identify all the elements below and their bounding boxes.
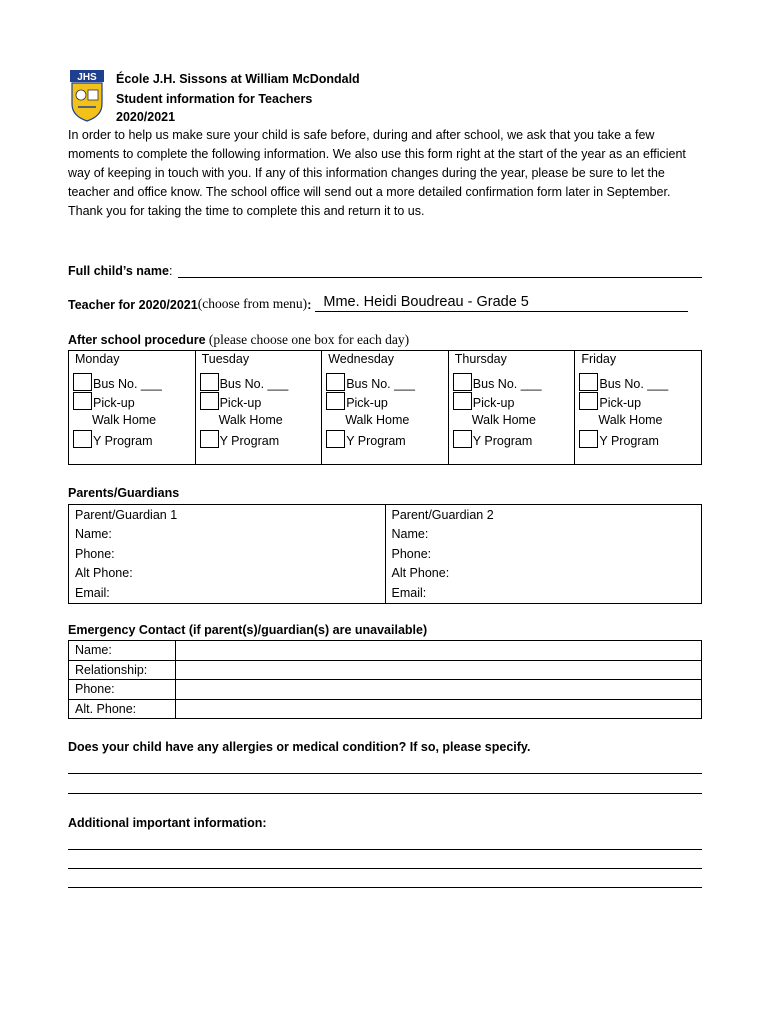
parent2-header: Parent/Guardian 2 <box>385 505 702 525</box>
emergency-alt-phone-label: Alt. Phone: <box>69 699 176 719</box>
parent2-alt-phone-field[interactable]: Alt Phone: <box>385 564 702 584</box>
checkbox[interactable] <box>326 430 345 448</box>
additional-line-1[interactable] <box>68 849 702 850</box>
logo-text: JHS <box>77 72 97 83</box>
option-y-program: Y Program <box>326 430 406 449</box>
parent1-phone-field[interactable]: Phone: <box>69 544 386 564</box>
checkbox[interactable] <box>200 430 219 448</box>
option-pickup: Pick-up <box>200 392 262 411</box>
checkbox[interactable] <box>326 373 345 391</box>
option-pickup: Pick-up <box>453 392 515 411</box>
option-walk-home: Walk Home <box>345 413 410 427</box>
checkbox[interactable] <box>200 373 219 391</box>
option-bus: Bus No. ___ <box>579 373 668 392</box>
parent2-phone-field[interactable]: Phone: <box>385 544 702 564</box>
teacher-label: Teacher for 2020/2021 <box>68 298 198 312</box>
parent1-name-field[interactable]: Name: <box>69 525 386 545</box>
medical-label: Does your child have any allergies or medical condition? If so, please specify. <box>68 740 531 754</box>
checkbox[interactable] <box>326 392 345 410</box>
school-name: École J.H. Sissons at William McDondald <box>116 72 360 86</box>
after-school-table <box>68 350 702 465</box>
option-bus: Bus No. ___ <box>453 373 542 392</box>
checkbox[interactable] <box>453 392 472 410</box>
day-column-tuesday <box>196 351 323 464</box>
option-pickup: Pick-up <box>326 392 388 411</box>
parent1-email-field[interactable]: Email: <box>69 583 386 603</box>
option-walk-home: Walk Home <box>598 413 663 427</box>
checkbox[interactable] <box>200 392 219 410</box>
emergency-label: Emergency Contact (if parent(s)/guardian(s) are unavailable) <box>68 623 428 637</box>
option-y-program: Y Program <box>73 430 153 449</box>
day-column-wednesday <box>322 351 449 464</box>
emergency-relationship-field[interactable] <box>176 660 702 680</box>
checkbox[interactable] <box>579 430 598 448</box>
checkbox[interactable] <box>453 430 472 448</box>
school-year: 2020/2021 <box>116 110 176 124</box>
parents-label: Parents/Guardians <box>68 486 180 500</box>
day-name: Friday <box>581 352 617 366</box>
parent2-email-field[interactable]: Email: <box>385 583 702 603</box>
after-school-label: After school procedure <box>68 333 206 347</box>
option-bus: Bus No. ___ <box>200 373 289 392</box>
option-pickup: Pick-up <box>579 392 641 411</box>
option-y-program: Y Program <box>579 430 659 449</box>
emergency-alt-phone-field[interactable] <box>176 699 702 719</box>
parents-table <box>68 504 702 604</box>
checkbox[interactable] <box>579 392 598 410</box>
additional-line-2[interactable] <box>68 868 702 869</box>
day-name: Monday <box>75 352 120 366</box>
school-logo <box>70 70 104 122</box>
additional-label: Additional important information: <box>68 816 267 830</box>
day-name: Tuesday <box>201 352 250 366</box>
option-walk-home: Walk Home <box>471 413 536 427</box>
checkbox[interactable] <box>73 373 92 391</box>
after-school-hint: (please choose one box for each day) <box>205 332 410 347</box>
option-y-program: Y Program <box>453 430 533 449</box>
emergency-name-field[interactable] <box>176 641 702 661</box>
day-column-monday <box>69 351 196 464</box>
teacher-hint: (choose from menu) <box>197 296 308 311</box>
teacher-select[interactable]: Mme. Heidi Boudreau - Grade 5 <box>315 293 688 312</box>
form-title: Student information for Teachers <box>116 92 313 106</box>
medical-line-2[interactable] <box>68 793 702 794</box>
option-bus: Bus No. ___ <box>326 373 415 392</box>
option-pickup: Pick-up <box>73 392 135 411</box>
checkbox[interactable] <box>453 373 472 391</box>
parent1-header: Parent/Guardian 1 <box>69 505 386 525</box>
emergency-table <box>68 640 702 719</box>
child-name-field[interactable] <box>178 263 702 278</box>
additional-line-3[interactable] <box>68 887 702 888</box>
emergency-phone-label: Phone: <box>69 680 176 700</box>
emergency-phone-field[interactable] <box>176 680 702 700</box>
medical-line-1[interactable] <box>68 773 702 774</box>
day-column-thursday <box>449 351 576 464</box>
intro-paragraph: In order to help us make sure your child is safe before, during and after school, we ask that you take a few moments to complete the following information. We also use this form right at the start of the year as an efficient way of keeping in touch with you. If any of this information changes during the year, please be sure to let the teacher and office know. The school office will send out a more detailed confirmation form later in September. Thank you for taking the time to complete this and return it to us. <box>68 128 686 218</box>
checkbox[interactable] <box>579 373 598 391</box>
option-y-program: Y Program <box>200 430 280 449</box>
parent1-alt-phone-field[interactable]: Alt Phone: <box>69 564 386 584</box>
option-bus: Bus No. ___ <box>73 373 162 392</box>
child-name-label: Full child’s name <box>68 264 169 278</box>
parent2-name-field[interactable]: Name: <box>385 525 702 545</box>
option-walk-home: Walk Home <box>218 413 283 427</box>
checkbox[interactable] <box>73 392 92 410</box>
emergency-relationship-label: Relationship: <box>69 660 176 680</box>
day-name: Thursday <box>454 352 507 366</box>
emergency-name-label: Name: <box>69 641 176 661</box>
day-name: Wednesday <box>328 352 394 366</box>
checkbox[interactable] <box>73 430 92 448</box>
day-column-friday <box>575 351 701 464</box>
option-walk-home: Walk Home <box>92 413 157 427</box>
